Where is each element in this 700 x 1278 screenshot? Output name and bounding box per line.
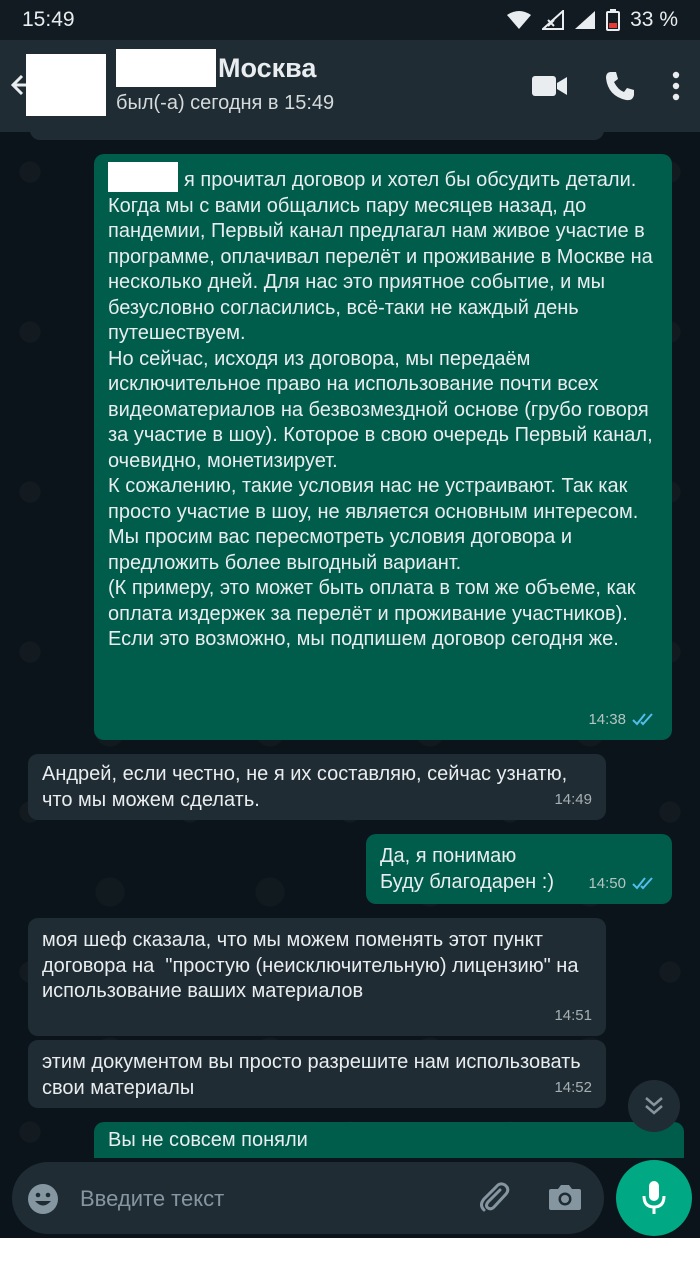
message-bubble-outgoing[interactable] (94, 154, 672, 740)
message-text: я прочитал договор и хотел бы обсудить детали. Когда мы с вами общались пару месяцев назад, до пандемии, Первый канал предлагал нам живое участие в программе, оплачивал перелёт и проживание в Москве на несколько дней. Для нас это приятное событие, и мы безусловно согласились, всё-таки не каждый день путешествуем. Но сейчас, исходя из договора, мы передаём исключительное право на использование почти всех видеоматериалов на безвозмездной основе (грубо говоря за участие в шоу). Которое в свою очередь Первый канал, очевидно, монетизирует. К сожалению, такие условия нас не устраивают. Так как просто участие в шоу, не является основным интересом. Мы просим вас пересмотреть условия договора и предложить более выгодный вариант. (К примеру, это может быть оплата в том же объеме, как оплата издержек за перелёт и проживание участников). Если это возможно, мы подпишем договор сегодня же. (108, 169, 653, 650)
last-seen: был(-а) сегодня в 15:49 (116, 92, 335, 114)
message-text: этим документом вы просто разрешите нам использовать свои материалы (42, 1051, 587, 1099)
message-bubble-incoming[interactable] (28, 1040, 606, 1108)
redacted-name (116, 49, 216, 87)
signal-icon (542, 10, 564, 30)
double-check-icon (632, 875, 658, 891)
system-nav-bar (0, 1238, 700, 1278)
message-text: Да, я понимаю Буду благодарен :) (380, 845, 554, 893)
battery-icon (606, 9, 620, 31)
status-bar (0, 0, 700, 40)
message-bubble-outgoing[interactable] (366, 834, 672, 904)
composer-bar (0, 1158, 700, 1238)
status-time: 15:49 (22, 8, 75, 31)
message-time: 14:51 (554, 1006, 592, 1024)
message-time: 14:50 (588, 874, 626, 892)
double-chevron-down-icon (643, 1095, 665, 1117)
contact-name: Москва (218, 52, 317, 83)
redacted-name (108, 162, 178, 192)
video-call-icon[interactable] (532, 74, 568, 98)
more-vert-icon[interactable] (672, 71, 680, 101)
avatar[interactable] (26, 54, 106, 116)
emoji-icon[interactable] (26, 1182, 60, 1216)
chat-header (0, 40, 700, 132)
message-bubble-incoming[interactable] (28, 754, 606, 820)
message-time: 14:52 (554, 1078, 592, 1096)
message-input-container[interactable] (12, 1162, 604, 1234)
chat-area[interactable] (0, 132, 700, 1158)
contact-info[interactable] (116, 46, 334, 115)
message-text: Андрей, если честно, не я их составляю, сейчас узнатю, что мы можем сделать. (42, 763, 573, 811)
previous-message-fragment (30, 132, 604, 140)
scroll-to-bottom-button[interactable] (628, 1080, 680, 1132)
message-bubble-incoming[interactable] (28, 918, 606, 1036)
message-text: Вы не совсем поняли (108, 1129, 308, 1151)
message-text: моя шеф сказала, что мы можем поменять этот пункт договора на "простую (неисключительную) лицензию" на использование ваших материалов (42, 929, 585, 1002)
wifi-icon (506, 10, 532, 30)
message-time: 14:38 (588, 710, 626, 728)
battery-percent: 33 % (630, 8, 678, 31)
status-icons (506, 8, 678, 32)
voice-message-button[interactable] (616, 1160, 692, 1236)
camera-icon[interactable] (548, 1182, 582, 1212)
message-time: 14:49 (554, 790, 592, 808)
phone-icon[interactable] (604, 70, 636, 102)
double-check-icon (632, 711, 658, 727)
message-input[interactable] (78, 1178, 452, 1220)
message-bubble-outgoing[interactable] (94, 1122, 684, 1158)
signal-icon (574, 10, 596, 30)
mic-icon (641, 1180, 667, 1216)
attach-icon[interactable] (476, 1180, 512, 1216)
